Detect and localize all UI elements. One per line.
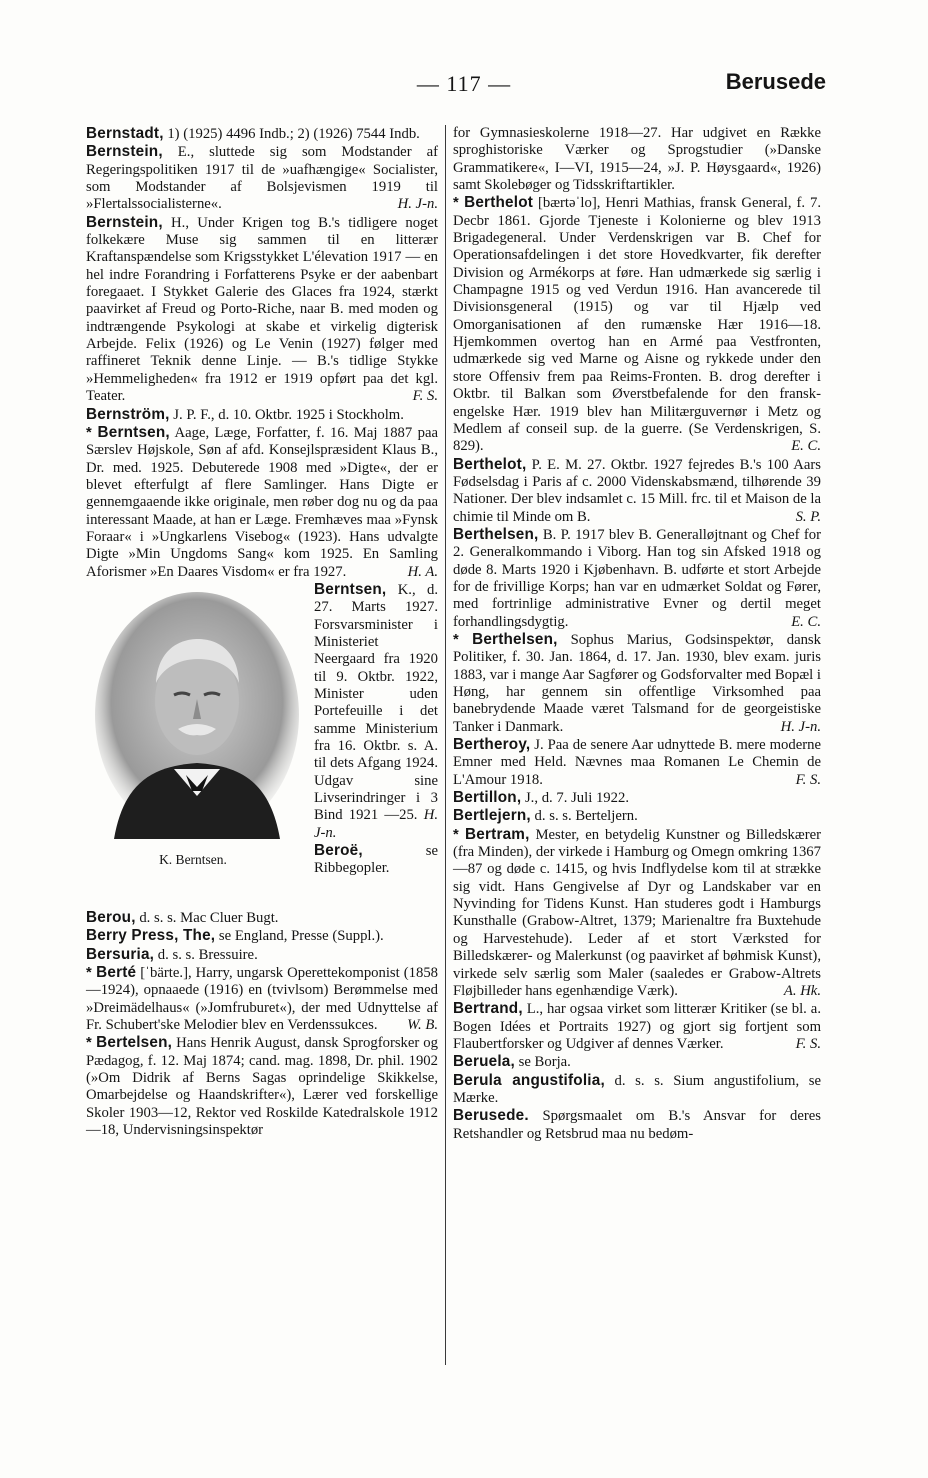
entry-bertrand <box>453 1000 821 1053</box>
headword: Bertlejern, <box>453 807 531 825</box>
signature: S. P. <box>795 508 821 525</box>
headword: Berou, <box>86 908 136 926</box>
headword: Bernström, <box>86 405 170 423</box>
headword: Berntsen, <box>314 580 387 598</box>
entry-text: 1) (1925) 4496 Indb.; 2) (1926) 7544 Indb. <box>163 126 420 142</box>
headword: Berthelot, <box>453 455 527 473</box>
entry-berthelsen-sophus <box>453 631 821 736</box>
entry-text: [ˈbärte.], Harry, ungarsk Operettekomponist (1858—1924), opnaaede (1916) en (tvivlsom) Berømmelse med »Dreimädelhaus« (»Jomfruburet«), der med Udnyttelse af Fr. Schubert'ske Melodier blev en Verdenssukces. <box>86 964 439 1033</box>
signature: H. A. <box>407 563 438 580</box>
entry-text: P. E. M. 27. Oktbr. 1927 fejredes B.'s 100 Aars Fødselsdag i Paris af c. 2000 Videnskabsmænd, tilhørende 39 Nationer. Der blev indsamlet c. 15 Mill. frc. til et Maison de la chimie til Minde om B. <box>453 456 821 525</box>
headword: Bersuria, <box>86 945 155 963</box>
star-marker: * <box>86 1035 97 1052</box>
entry-text: d. s. s. Bressuire. <box>154 946 258 963</box>
entry-bertlejern <box>453 807 821 825</box>
headword: Berthelsen, <box>453 525 539 543</box>
page-number: — 117 — <box>416 71 512 96</box>
signature: H. J-n. <box>397 196 438 213</box>
signature: E. C. <box>791 438 821 455</box>
signature: E. C. <box>791 613 821 630</box>
headword: Berry Press, The, <box>86 927 216 945</box>
headword: Berthelot <box>464 194 534 212</box>
entry-bertelsen <box>86 1034 438 1139</box>
entry-text: Hans Henrik August, dansk Sprogforsker og Pædagog, f. 12. Maj 1874; cand. mag. 1898, Dr. phil. 1902 (»Om Didrik af Berns Sagas oprindelige Skikkelse, Omarbejdelse og Haandskrifter«), Lærer ved forskellige Skoler 1903—12, Rektor ved Roskilde Katedralskole 1912—18, Undervisningsinspektør <box>86 1035 438 1139</box>
entry-text: B. P. 1917 blev B. Generalløjtnant og Chef for 2. Generalkommando i Viborg. Han tog sin Afsked 1918 og døde 8. Marts 1920 i Kjøbenhavn. B. udførte et stort Arbejde for de frivillige Korps; han var en udmærket Soldat og Fører, med fortrinlige administrative Evner og dertil meget forhandlingsdygtig. <box>453 526 821 630</box>
headword: Bertrand, <box>453 1000 523 1018</box>
signature: H. J-n. <box>314 807 438 841</box>
signature: H. J-n. <box>780 718 821 735</box>
entry-bernstrom <box>86 406 438 424</box>
headword: Bertelsen, <box>96 1034 173 1052</box>
entry-text: K., d. 27. Marts 1927. Forsvarsminister i Ministeriet Neergaard fra 1920 til 9. Oktbr. 1922, Minister uden Portefeuille i det samme Ministerium fra 16. Oktbr. s. A. til dets Afgang 1924. Udgav sine Livserindringer i 3 Bind 1921 —25. <box>314 581 438 824</box>
headword: Berthelsen, <box>472 630 558 648</box>
portrait-figure <box>86 581 306 909</box>
signature: W. B. <box>407 1017 438 1033</box>
headword: Bernstadt, <box>86 125 164 142</box>
headword: Bernstein, <box>86 213 163 231</box>
entry-bernstein-h <box>86 214 438 406</box>
entry-text: J. P. F., d. 10. Oktbr. 1925 i Stockholm. <box>169 406 404 423</box>
running-head: Berusede <box>725 69 826 94</box>
entry-bertheroy <box>453 736 821 789</box>
entry-text: E., sluttede sig som Modstander af Regeringspolitiken 1917 til de »uafhængige« Socialister, som Modstander af Bolsjevismen 1919 til »Flertalssocialisterne«. <box>86 144 438 213</box>
entry-bertram <box>453 826 821 1000</box>
right-column <box>453 125 821 1143</box>
entry-text: Aage, Læge, Forfatter, f. 16. Maj 1887 paa Særslev Højskole, Søn af afd. Konsejlspræsident Klaus B., Dr. med. 1925. Debuterede 1908 med »Digte«, der er blevet efterfulgt af flere Samlinger. Hans Digte er gennemgaaende ikke originale, men røber dog nu og da paa interessant Maade, at han er Læge. Fremhæves maa »Fynsk Foraar« i »Ungkarlens Visebog« (1923). Hans udvalgte Digte »Min Ungdoms Sang« kom 1925. En Samling Aforismer »En Daares Visdom« er fra 1927. <box>86 424 439 580</box>
entry-berusede <box>453 1107 821 1143</box>
signature: F. S. <box>412 388 438 405</box>
entry-berthelot-pem <box>453 456 821 526</box>
entry-bertillon <box>453 789 821 807</box>
headword: Bertillon, <box>453 789 522 807</box>
headword: Bertheroy, <box>453 736 531 754</box>
entry-bertelsen-cont <box>453 125 821 194</box>
entry-berthelsen-bp <box>453 526 821 631</box>
entry-text: d. s. s. Mac Cluer Bugt. <box>135 909 279 926</box>
entry-berntsen-k <box>86 581 438 909</box>
signature: F. S. <box>795 1035 821 1052</box>
signature: F. S. <box>795 771 821 788</box>
entry-text: H., Under Krigen tog B.'s tidligere noget folkekære Muse sig sammen til en litterær Kraftanspændelse som Krigsstykket L'élevation 1917 — en hel indre Forandring i Forfatterens Psyke er der aabenbart foregaaet. I Stykket Galerie des Glaces fra 1924, stærkt paavirket af Freud og Porto-Riche, naar B. med moden og indtrængende Psykologi at skabe et virkelig digterisk Arbejde. Felix (1926) og Le Venin (1927) følger med raffineret Teknik denne Linje. — B.'s tidlige Stykke »Hemmeligheden« fra 1912 er 1919 opført paa det kgl. Teater. <box>86 214 438 405</box>
headword: Beruela, <box>453 1053 515 1071</box>
portrait-photo <box>94 591 300 839</box>
entry-berte <box>86 964 438 1034</box>
star-marker: * <box>86 964 97 981</box>
entry-berthelot-henri <box>453 194 821 455</box>
star-marker: * <box>453 195 465 212</box>
star-marker: * <box>86 424 98 441</box>
headword: Beroë, <box>314 842 363 860</box>
entry-berula <box>453 1072 821 1108</box>
entry-text: se Ribbegopler. <box>314 843 438 877</box>
entry-berou <box>86 909 438 927</box>
entry-text: Sophus Marius, Godsinspektør, dansk Politiker, f. 30. Jan. 1864, d. 17. Jan. 1930, blev exam. juris 1883, var i mange Aar Sagfører og Godsforvalter med Bopæl i Høng, har gennem sin offentlige Virksomhed paa banebrydende Maade været Talsmand for de georgeistiske Tanker i Danmark. <box>453 631 821 735</box>
column-divider <box>445 125 446 1365</box>
headword: Bertram, <box>465 825 530 843</box>
portrait-caption: K. Berntsen. <box>159 851 227 867</box>
entry-text: d. s. s. Berteljern. <box>530 808 638 825</box>
headword: Bernstein, <box>86 143 163 161</box>
entry-text: se Borja. <box>514 1054 571 1071</box>
entry-berry-press <box>86 927 438 945</box>
star-marker: * <box>453 826 466 843</box>
entry-text: L., har ogsaa virket som litterær Kritiker (se bl. a. Bogen Idées et Portraits 1927) og gjort sig fortjent som Flaubertforsker og Udgiver af dennes Værker. <box>453 1001 821 1052</box>
entry-text: J., d. 7. Juli 1922. <box>521 790 630 807</box>
entry-text: [bærtəˈlo], Henri Mathias, fransk General, f. 7. Decbr 1861. Gjorde Tjeneste i Kolonierne og blev 1913 Brigadegeneral. Under Verdenskrigen var B. Chef for Operationsafdelingen i det store Hovedkvarter, fik derefter Division og Armékorps at føre. Han udmærkede sig særlig i Champagne 1915 og ved Verdun 1916. Han avancerede til Divisionsgeneral (1915) og var til Hjælp ved Omorganisationen af den rumænske Hær 1916—18. Hjemkommen overtog han en Armé paa Vestfronten, udmærkede sig ved Marne og Aisne og rykkede under den store Offensiv frem paa Reims-Fronten. B. drog derefter i Oktbr. til Balkan som Øverstbefalende for den fransk-engelske Hær. 1919 blev han Militærguvernør i Metz og Medlem af conseil sup. de la guerre. (Se Verdenskrigen, S. 829). <box>453 195 821 455</box>
signature: A. Hk. <box>783 982 821 999</box>
entry-text: Mester, en betydelig Kunstner og Billedskærer (fra Minden), der virkede i Hamburg og Omegn omkring 1367—87 og døde c. 1415, og hvis Indflydelse kom til at strække sig vidt. Hans Gengivelse af Dyr og Landskaber var en Nyvinding for Tidens Kunst. Han studeres godt i Hamburgs Kunsthalle (Grabow-Altret, 1379; Marienaltre fra Buxtehude og Harvestehude). Leder af et stort Værksted for Billedskærer- og Malerkunst (og paavirket af bøhmisk Kunst), virkede selv særlig som Maler (saaledes er Grabow-Altrets Fløjbilleder hans egenhændige Værk). <box>453 826 822 999</box>
star-marker: * <box>453 631 473 648</box>
entry-bernstein-e <box>86 143 438 213</box>
entry-bernstadt <box>86 125 438 143</box>
left-column <box>86 125 438 1139</box>
headword: Berusede. <box>453 1107 529 1125</box>
entry-bersuria <box>86 946 438 964</box>
entry-text: Spørgsmaalet om B.'s Ansvar for deres Retshandler og Retsbrud maa nu bedøm- <box>453 1108 821 1142</box>
entry-beruela <box>453 1053 821 1071</box>
entry-berntsen-aage <box>86 424 438 581</box>
headword: Berula angustifolia, <box>453 1071 605 1089</box>
entry-text: for Gymnasieskolerne 1918—27. Har udgivet en Række sproghistoriske Værker og Sprogstudier (»Danske Grammatikere«, I—VI, 1915—24, »J. P. Høysgaard«, 1926) samt Skolebøger og Tidsskriftartikler. <box>453 125 821 194</box>
entry-text: J. Paa de senere Aar udnyttede B. mere moderne Emner med Held. Nævnes maa Romanen Le Chemin de L'Amour 1918. <box>453 737 821 788</box>
headword: Berntsen, <box>97 423 170 441</box>
headword: Berté <box>96 963 137 981</box>
entry-text: d. s. s. Sium angustifolium, se Mærke. <box>453 1072 821 1106</box>
entry-text: se England, Presse (Suppl.). <box>215 928 384 945</box>
